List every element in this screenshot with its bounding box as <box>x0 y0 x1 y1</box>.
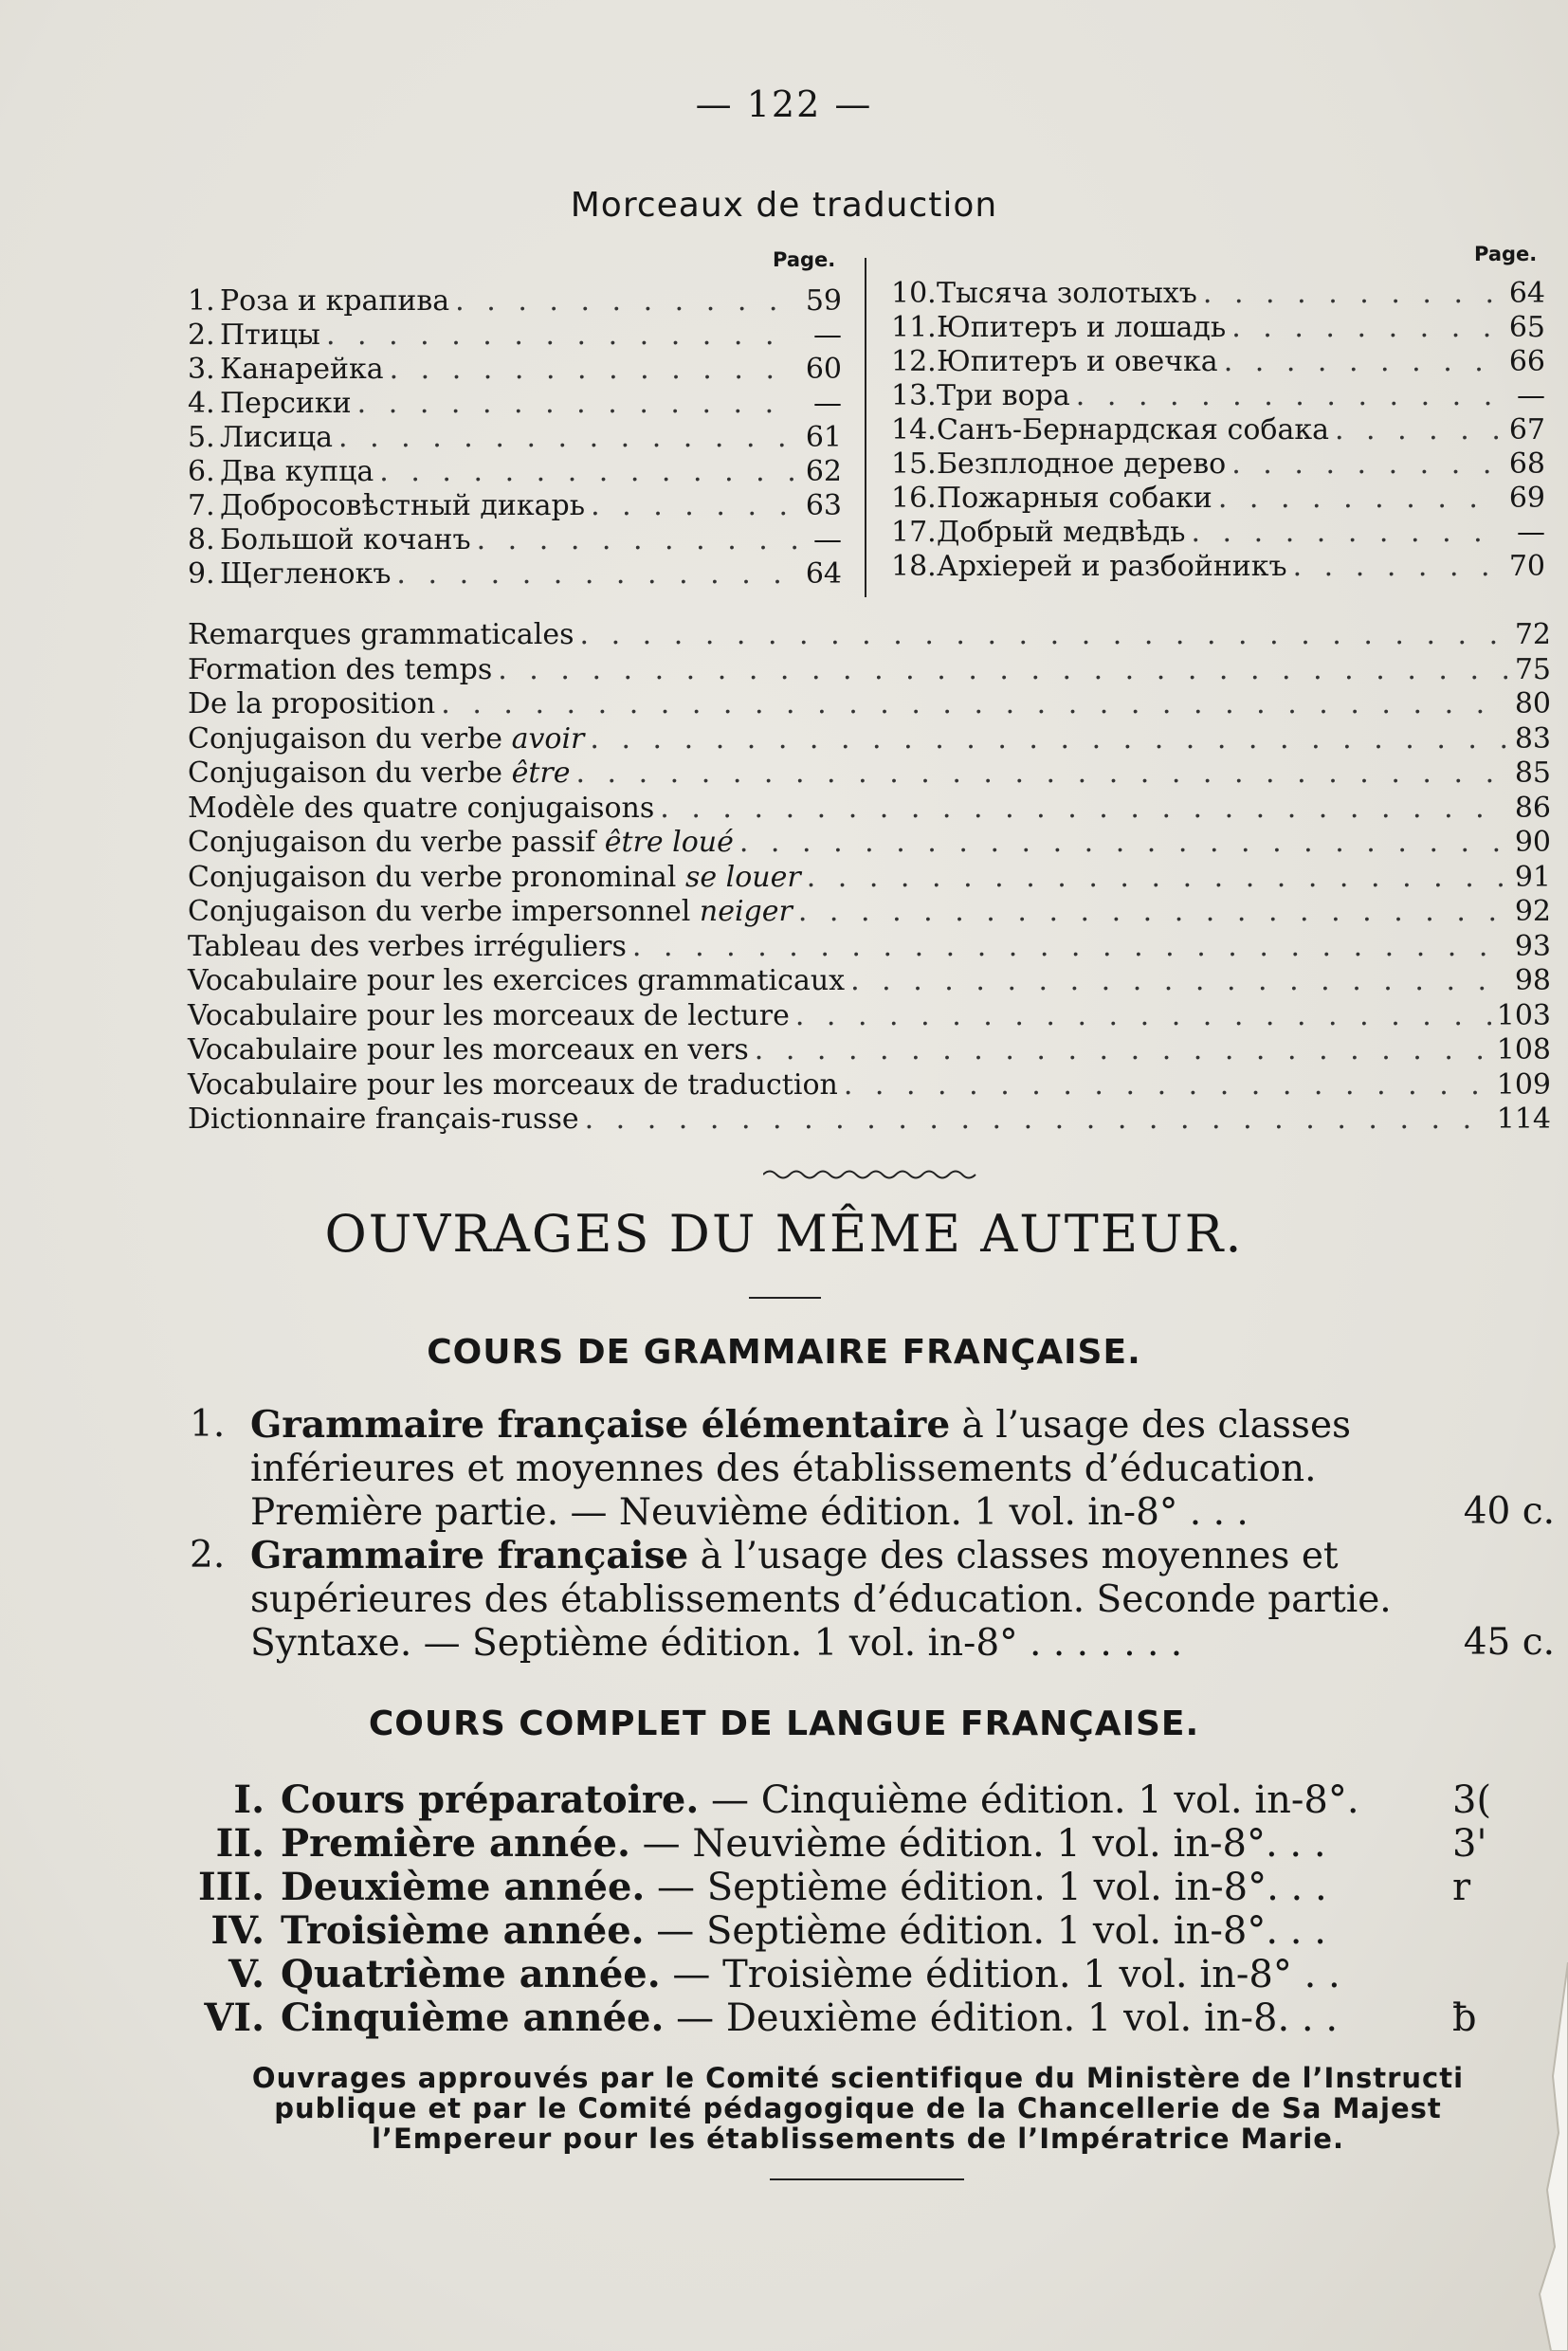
leader-dots <box>1203 277 1502 311</box>
list-item <box>891 482 1545 516</box>
leader-dots <box>1076 379 1502 413</box>
course-book-entry <box>0 1953 1568 1996</box>
toc-entry <box>188 964 1551 999</box>
book-price: 40 c. <box>1463 1490 1555 1533</box>
toc-label-text: Conjugaison du verbe pronominal <box>188 860 685 894</box>
list-item <box>891 550 1545 584</box>
item-number: 6. <box>188 455 215 488</box>
leader-dots <box>396 557 798 592</box>
toc-page: 85 <box>1514 756 1551 790</box>
item-number: 14. <box>891 413 937 447</box>
toc-entry <box>188 861 1551 896</box>
course-price: 3' <box>1452 1822 1487 1866</box>
toc-page: 90 <box>1514 826 1551 859</box>
toc-entry <box>188 687 1551 722</box>
item-label: Санъ-Бернардская собака <box>937 413 1329 447</box>
item-label: Лисица <box>220 421 334 454</box>
toc-label-text: Conjugaison du verbe <box>188 756 512 790</box>
grammar-book-entry <box>190 1534 1555 1667</box>
toc-label-text: Conjugaison du verbe <box>188 721 512 756</box>
toc-label-text: De la proposition <box>188 687 436 720</box>
approval-line-3: l’Empereur pour les établissements de l’Impératrice Marie. <box>371 2123 1344 2155</box>
toc-label <box>188 1033 749 1067</box>
book-number: 1. <box>190 1403 226 1446</box>
item-label: Большой кочанъ <box>220 523 471 556</box>
leader-dots <box>807 861 1507 895</box>
toc-label-italic: être loué <box>604 826 734 859</box>
item-label: Птицы <box>220 319 320 352</box>
toc-entry <box>188 756 1551 792</box>
item-label: Юпитеръ и лошадь <box>937 311 1227 344</box>
leader-dots <box>591 489 798 523</box>
book-line-2: supérieures des établissements d’éducation. Seconde partie. <box>250 1578 1392 1621</box>
main-title: OUVRAGES DU MÊME AUTEUR. <box>324 1204 1244 1264</box>
item-number: 3. <box>188 353 215 386</box>
toc-label-text: Vocabulaire pour les morceaux de lecture <box>188 998 790 1032</box>
course-edition: — Septième édition. 1 vol. in-8°. . . <box>645 1866 1327 1909</box>
item-page: 64 <box>805 557 842 591</box>
item-page: 60 <box>805 353 842 386</box>
leader-dots <box>660 792 1507 826</box>
roman-numeral: I. <box>233 1777 264 1822</box>
short-rule <box>749 1297 821 1299</box>
course-book-entry <box>0 1866 1568 1909</box>
toc-entry <box>188 826 1551 861</box>
course-edition: — Cinquième édition. 1 vol. in-8°. <box>699 1778 1359 1822</box>
toc-label-italic: être <box>511 756 571 790</box>
item-page: 70 <box>1508 550 1545 583</box>
book-description <box>250 1403 1397 1535</box>
item-number: 15. <box>891 447 937 481</box>
item-label: Юпитеръ и овечка <box>937 345 1218 378</box>
leader-dots <box>477 523 798 557</box>
leader-dots <box>441 687 1507 721</box>
toc-label-italic: avoir <box>511 721 585 756</box>
item-label: Три вора <box>937 379 1070 412</box>
toc-page: 92 <box>1514 895 1551 928</box>
course-price: 3( <box>1452 1778 1492 1822</box>
item-number: 1. <box>188 284 215 318</box>
course-edition: — Troisième édition. 1 vol. in-8° . . <box>660 1953 1340 1996</box>
list-item <box>188 421 842 455</box>
course-book-entry <box>0 1778 1568 1822</box>
list-item <box>188 455 842 489</box>
course-book-entry <box>0 1822 1568 1866</box>
item-number: 12. <box>891 345 937 378</box>
toc-entry <box>188 895 1551 930</box>
toc-label-text: Modèle des quatre conjugaisons <box>188 791 655 825</box>
course-description <box>281 1996 1338 2040</box>
book-line-1 <box>250 1534 1397 1578</box>
item-page: — <box>1517 379 1545 412</box>
leader-dots <box>338 421 798 455</box>
page-number: — 122 — <box>695 83 873 125</box>
item-number: 13. <box>891 379 937 412</box>
course-book-entry <box>0 1996 1568 2040</box>
list-item <box>891 379 1545 413</box>
ornament-divider <box>763 1168 981 1181</box>
left-page-header: Page. <box>773 248 836 271</box>
toc-page: 72 <box>1514 618 1551 651</box>
item-page: 63 <box>805 489 842 522</box>
item-number: 5. <box>188 421 215 454</box>
item-label: Персики <box>220 387 352 420</box>
toc-label <box>188 756 570 791</box>
list-item <box>891 345 1545 379</box>
item-page: 62 <box>805 455 842 488</box>
leader-dots <box>1191 516 1502 550</box>
course-title: Quatrième année. <box>281 1952 661 1996</box>
list-item <box>188 353 842 387</box>
complete-course-heading: COURS COMPLET DE LANGUE FRANÇAISE. <box>368 1704 1200 1743</box>
roman-numeral: IV. <box>210 1908 264 1953</box>
toc-label-text: Conjugaison du verbe passif <box>188 826 605 859</box>
item-label: Тысяча золотыхъ <box>937 277 1197 310</box>
list-item <box>188 557 842 592</box>
leader-dots <box>739 826 1507 860</box>
toc-label <box>188 618 574 652</box>
item-number: 10. <box>891 277 937 310</box>
leader-dots <box>632 930 1507 964</box>
column-divider <box>865 258 866 597</box>
toc-label <box>188 687 435 721</box>
toc-entry <box>188 1068 1551 1103</box>
toc-label-text: Remarques grammaticales <box>188 618 574 651</box>
item-label: Добросовѣстный дикарь <box>220 489 586 522</box>
list-item <box>188 523 842 557</box>
leader-dots <box>357 387 798 421</box>
book-title: Grammaire française élémentaire <box>250 1403 951 1447</box>
item-number: 16. <box>891 482 937 515</box>
toc-entry <box>188 722 1551 757</box>
course-description <box>281 1953 1340 1996</box>
item-label: Добрый медвѣдь <box>937 516 1186 549</box>
item-label: Щегленокъ <box>220 557 392 591</box>
toc-entry <box>188 1103 1551 1138</box>
list-item <box>188 489 842 523</box>
leader-dots <box>580 618 1507 652</box>
course-description <box>281 1909 1326 1953</box>
toc-entry <box>188 792 1551 827</box>
list-item <box>891 447 1545 482</box>
toc-entry <box>188 653 1551 688</box>
leader-dots <box>1231 447 1502 482</box>
toc-label <box>188 1103 579 1137</box>
book-line-1-rest: à l’usage des classes moyennes et <box>688 1535 1339 1577</box>
toc-label-text: Conjugaison du verbe impersonnel <box>188 895 700 928</box>
item-number: 4. <box>188 387 215 420</box>
list-item <box>188 284 842 319</box>
book-price: 45 c. <box>1463 1621 1555 1664</box>
item-page: 65 <box>1508 311 1545 344</box>
course-title: Troisième année. <box>281 1908 645 1953</box>
toc-page: 98 <box>1514 964 1551 997</box>
toc-label <box>188 999 790 1033</box>
list-item <box>891 311 1545 345</box>
item-page: 59 <box>805 284 842 318</box>
toc-entry <box>188 1033 1551 1068</box>
course-description <box>281 1778 1359 1822</box>
item-label: Безплодное дерево <box>937 447 1227 481</box>
grammar-heading: COURS DE GRAMMAIRE FRANÇAISE. <box>427 1333 1141 1372</box>
toc-page: 80 <box>1514 687 1551 720</box>
course-title: Première année. <box>281 1821 630 1866</box>
leader-dots <box>1231 311 1502 345</box>
book-line-3: Première partie. — Neuvième édition. 1 vol. in-8° . . . <box>250 1491 1249 1534</box>
toc-label <box>188 964 845 998</box>
roman-numeral: V. <box>228 1952 264 1996</box>
book-description <box>250 1534 1397 1666</box>
book-line-2: inférieures et moyennes des établissements d’éducation. <box>250 1448 1317 1490</box>
book-number: 2. <box>190 1534 226 1576</box>
list-item <box>188 319 842 353</box>
leader-dots <box>844 1068 1491 1103</box>
toc-page: 108 <box>1496 1033 1551 1066</box>
toc-label <box>188 930 627 964</box>
toc-label <box>188 895 793 929</box>
toc-label <box>188 653 492 687</box>
toc-label <box>188 861 801 895</box>
item-page: — <box>813 387 842 420</box>
toc-page: 114 <box>1496 1103 1551 1136</box>
torn-edge <box>1511 1962 1568 2351</box>
list-item <box>891 277 1545 311</box>
leader-dots <box>798 895 1507 929</box>
item-label: Пожарныя собаки <box>937 482 1212 515</box>
approval-line-1: Ouvrages approuvés par le Comité scientifique du Ministère de l’Instructi <box>251 2062 1465 2094</box>
list-item <box>891 516 1545 550</box>
toc-page: 75 <box>1514 652 1551 686</box>
roman-numeral: II. <box>215 1821 264 1866</box>
course-description <box>281 1822 1326 1866</box>
course-title: Cinquième année. <box>281 1996 665 2040</box>
toc-page: 91 <box>1514 860 1551 894</box>
item-page: — <box>1517 516 1545 549</box>
course-title: Cours préparatoire. <box>281 1777 700 1822</box>
right-translation-list <box>891 277 1545 584</box>
course-edition: — Neuvième édition. 1 vol. in-8°. . . <box>629 1822 1326 1866</box>
leader-dots <box>755 1033 1491 1067</box>
course-price: ƀ <box>1452 1996 1477 2040</box>
item-number: 8. <box>188 523 215 556</box>
toc-entry <box>188 618 1551 653</box>
course-title: Deuxième année. <box>281 1865 646 1909</box>
item-label: Архіерей и разбойникъ <box>937 550 1287 583</box>
item-number: 11. <box>891 311 937 344</box>
item-page: 69 <box>1508 482 1545 515</box>
toc-label-text: Vocabulaire pour les morceaux en vers <box>188 1033 749 1066</box>
course-book-entry <box>0 1909 1568 1953</box>
toc-page: 83 <box>1514 721 1551 756</box>
item-page: 66 <box>1508 345 1545 378</box>
grammar-book-entry <box>190 1403 1555 1536</box>
book-line-1 <box>250 1403 1397 1448</box>
leader-dots <box>1224 345 1502 379</box>
toc-label-italic: neiger <box>699 895 793 928</box>
toc-label-text: Vocabulaire pour les exercices grammaticaux <box>188 964 846 997</box>
list-item <box>188 387 842 421</box>
section-title: Morceaux de traduction <box>570 186 998 225</box>
toc-label-text: Vocabulaire pour les morceaux de traduction <box>188 1067 838 1102</box>
leader-dots <box>590 722 1507 756</box>
book-title: Grammaire française <box>250 1534 689 1577</box>
leader-dots <box>585 1103 1491 1137</box>
leader-dots <box>850 964 1507 998</box>
toc-entry <box>188 999 1551 1034</box>
bottom-rule <box>770 2178 964 2180</box>
roman-numeral: III. <box>197 1865 264 1909</box>
table-of-contents <box>188 618 1551 1138</box>
left-translation-list <box>188 284 842 592</box>
course-edition: — Septième édition. 1 vol. in-8°. . . <box>644 1909 1326 1953</box>
toc-label-italic: se louer <box>684 860 801 894</box>
toc-page: 109 <box>1496 1067 1551 1102</box>
right-page-header: Page. <box>1474 243 1538 265</box>
toc-label-text: Formation des temps <box>188 652 493 686</box>
list-item <box>891 413 1545 447</box>
book-line-3: Syntaxe. — Septième édition. 1 vol. in-8° . . . . . . . <box>250 1622 1183 1665</box>
leader-dots <box>390 353 798 387</box>
course-description <box>281 1866 1327 1909</box>
leader-dots <box>575 756 1507 791</box>
toc-label <box>188 722 584 756</box>
roman-numeral: VI. <box>204 1996 264 2040</box>
toc-page: 103 <box>1496 998 1551 1032</box>
course-edition: — Deuxième édition. 1 vol. in-8. . . <box>664 1996 1339 2040</box>
approval-note <box>185 2063 1531 2154</box>
item-number: 7. <box>188 489 215 522</box>
item-page: 61 <box>805 421 842 454</box>
leader-dots <box>1335 413 1502 447</box>
approval-line-2: publique et par le Comité pédagogique de la Chancellerie de Sa Majest <box>274 2092 1442 2124</box>
item-number: 2. <box>188 319 215 352</box>
item-label: Два купца <box>220 455 374 488</box>
book-line-1-rest: à l’usage des classes <box>950 1404 1352 1447</box>
toc-label <box>188 1068 838 1103</box>
toc-entry <box>188 930 1551 965</box>
leader-dots <box>326 319 798 353</box>
toc-label-text: Tableau des verbes irréguliers <box>188 929 627 963</box>
toc-label <box>188 826 734 860</box>
leader-dots <box>1218 482 1502 516</box>
leader-dots <box>1293 550 1502 584</box>
toc-page: 93 <box>1514 929 1551 963</box>
toc-page: 86 <box>1514 791 1551 825</box>
item-page: 67 <box>1508 413 1545 447</box>
item-page: — <box>813 523 842 556</box>
item-label: Канарейка <box>220 353 384 386</box>
toc-label <box>188 792 654 826</box>
item-number: 17. <box>891 516 937 549</box>
toc-label-text: Dictionnaire français-russe <box>188 1103 579 1136</box>
item-number: 9. <box>188 557 215 591</box>
item-page: 68 <box>1508 447 1545 481</box>
leader-dots <box>498 653 1507 687</box>
item-page: 64 <box>1508 277 1545 310</box>
course-price: r <box>1452 1866 1471 1909</box>
item-number: 18. <box>891 550 937 583</box>
leader-dots <box>455 284 798 319</box>
item-page: — <box>813 319 842 352</box>
leader-dots <box>379 455 798 489</box>
leader-dots <box>795 999 1491 1033</box>
item-label: Роза и крапива <box>220 284 450 318</box>
